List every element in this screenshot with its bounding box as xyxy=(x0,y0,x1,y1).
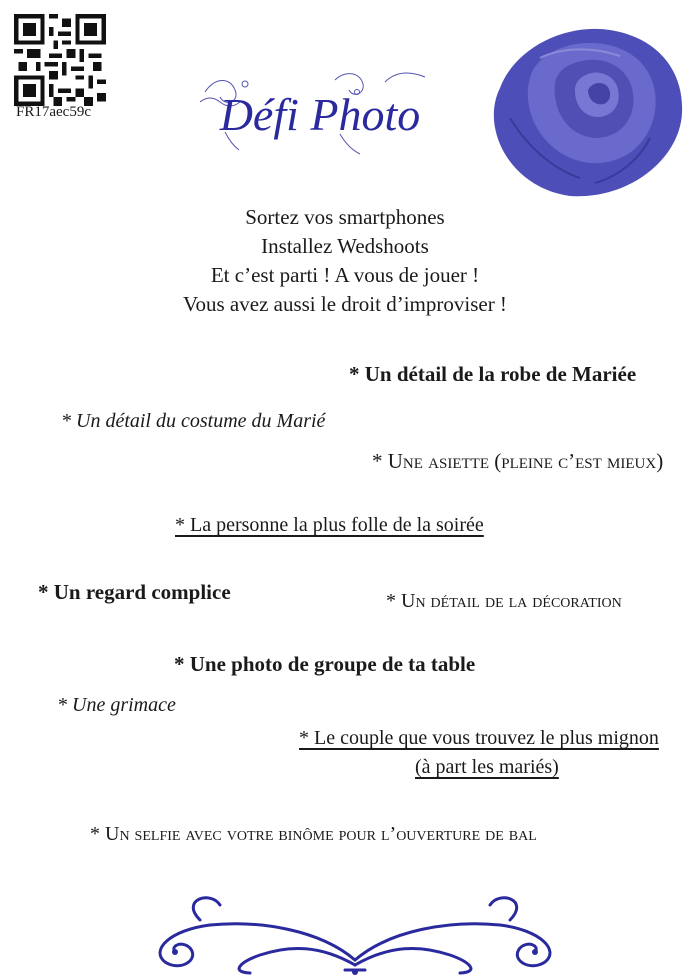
title xyxy=(185,62,455,162)
challenge-personne: * La personne la plus folle de la soirée xyxy=(175,514,484,536)
intro-line: Vous avez aussi le droit d’improviser ! xyxy=(183,292,507,316)
challenge-robe: * Un détail de la robe de Mariée xyxy=(349,362,637,386)
challenge-regard: * Un regard complice xyxy=(38,580,231,604)
ornament-divider xyxy=(140,890,570,975)
challenge-selfie: * Un selfie avec votre binôme pour l’ouverture de bal xyxy=(90,823,537,845)
rose-image xyxy=(470,18,690,200)
challenge-couple-line1: * Le couple que vous trouvez le plus mignon xyxy=(299,727,659,749)
intro-line: Et c’est parti ! A vous de jouer ! xyxy=(210,263,480,287)
challenge-assiette: * Une asiette (pleine c’est mieux) xyxy=(372,449,664,473)
intro-line: Sortez vos smartphones xyxy=(245,205,445,229)
challenge-couple-line2: (à part les mariés) xyxy=(415,756,559,778)
qr-code xyxy=(14,14,106,106)
challenge-grimace: * Une grimace xyxy=(57,694,176,716)
qr-code-id: FR17aec59c xyxy=(16,104,91,120)
challenge-groupe: * Une photo de groupe de ta table xyxy=(174,652,476,676)
challenge-decoration: * Un détail de la décoration xyxy=(386,590,622,612)
challenge-costume: * Un détail du costume du Marié xyxy=(61,410,326,432)
intro-line: Installez Wedshoots xyxy=(261,234,429,258)
title-text: Défi Photo xyxy=(219,89,421,140)
intro-block xyxy=(0,203,690,319)
